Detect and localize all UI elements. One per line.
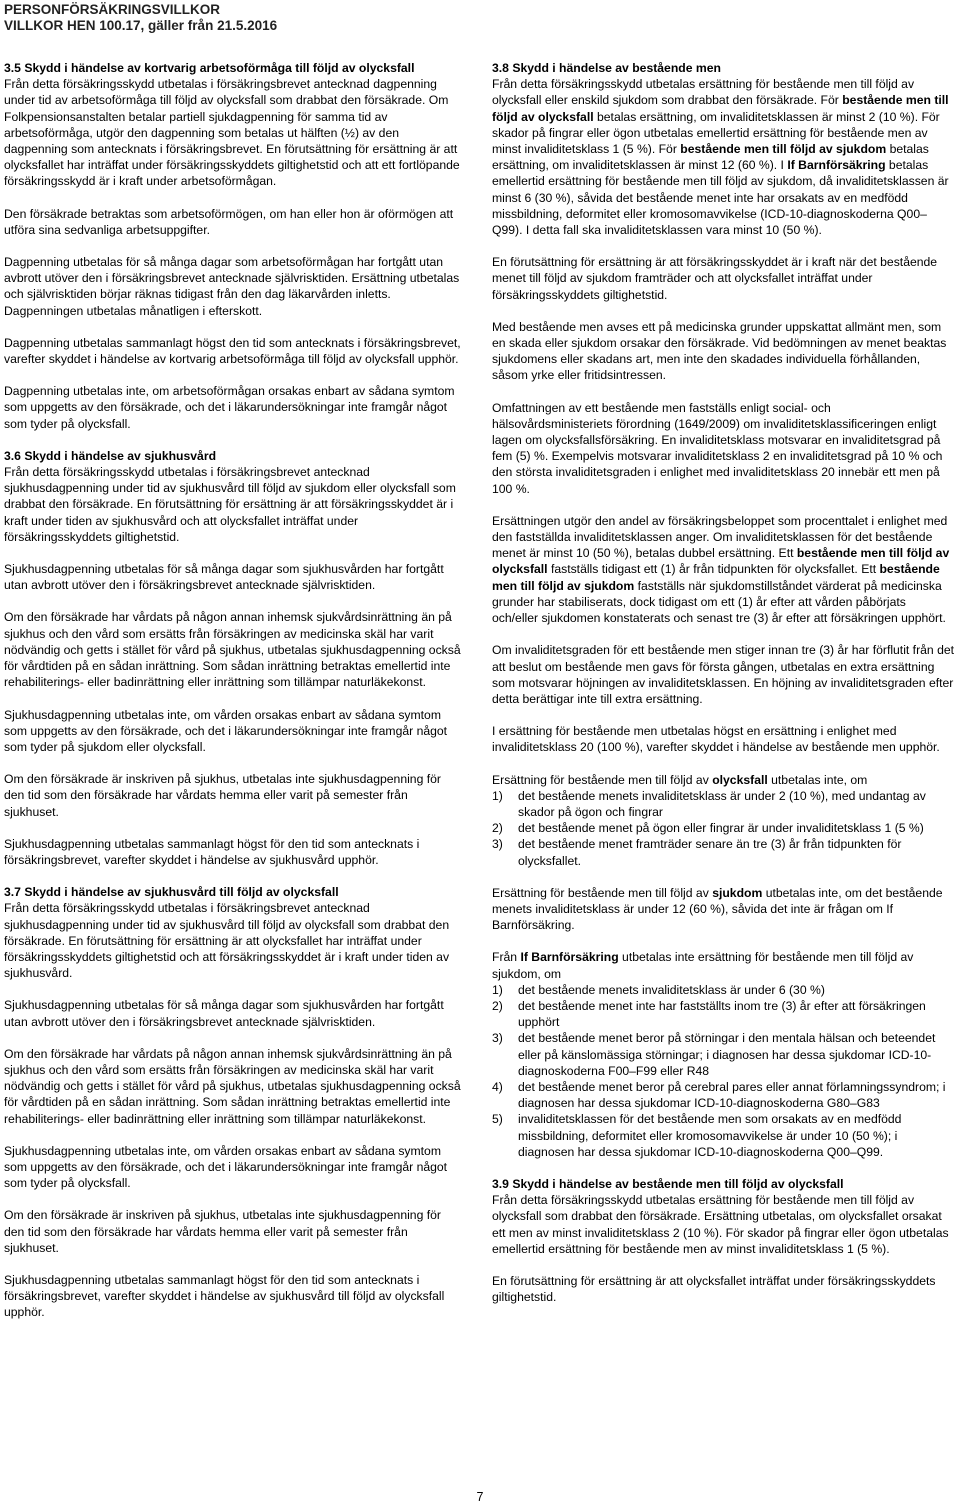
paragraph: Från detta försäkringsskydd utbetalas i försäkringsbrevet antecknad sjukhusdagpenning under tid av sjukhusvård till följd av olycksfall som drabbat den försäkrade. En förutsättning för ersättning är att olycksfallet har inträffat under försäkringsskyddets giltighetstid och att försäkringsskyddet är i kraft under tiden av sjukhusvård. [4, 901, 450, 981]
paragraph: Dagpenning utbetalas inte, om arbetsoförmågan orsakas enbart av sådana symtom som uppgetts av den försäkrade, och det i läkarundersökningar inte framgår något som tyder på olycksfall. [4, 384, 455, 431]
paragraph: Om den försäkrade är inskriven på sjukhus, utbetalas inte sjukhusdagpenning för den tid som den försäkrade har vårdats hemma eller varit på semester från sjukhuset. [4, 772, 441, 819]
paragraph: Om den försäkrade har vårdats på någon annan inhemsk sjukvårdsinrättning än på sjukhus och den vård som ersätts från försäkringen av medicinska skäl har varit nödvändig och getts i stället för vård på sjukhus, utbetalas sjukhusdagpenning också för vårdtiden på en sådan inrättning. Som sådan inrättning betraktas emellertid inte rehabiliterings- eller badinrättning eller inrättning som tillämpar naturläkekonst. [4, 610, 461, 690]
paragraph: Om den försäkrade är inskriven på sjukhus, utbetalas inte sjukhusdagpenning för den tid som den försäkrade har vårdats hemma eller varit på semester från sjukhuset. [4, 1208, 441, 1255]
paragraph: Sjukhusdagpenning utbetalas för så många dagar som sjukhusvården har fortgått utan avbrott utöver den i försäkringsbrevet antecknade självrisktiden. [4, 998, 444, 1029]
paragraph: Sjukhusdagpenning utbetalas för så många dagar som sjukhusvården har fortgått utan avbrott utöver den i försäkringsbrevet antecknade självrisktiden. [4, 562, 444, 593]
list-text: det bestående menets invaliditetsklass är under 2 (10 %), med undantag av skador på ögon och fingrar [518, 788, 926, 819]
paragraph: Om invaliditetsgraden för ett bestående men stiger innan tre (3) år har förflutit från det att beslut om bestående men gavs för första gången, utbetalas en extra ersättning som motsvarar höjningen av invaliditetsklassen. En höjning av invaliditetsgraden efter detta berättigar inte till extra ersättning. [492, 643, 955, 706]
section-3-5-title: 3.5 Skydd i händelse av kortvarig arbetsoförmåga till följd av olycksfall [4, 61, 415, 75]
list-item [492, 982, 954, 998]
paragraph: En förutsättning för ersättning är att olycksfallet inträffat under försäkringsskyddets giltighetstid. [492, 1274, 936, 1305]
list-number: 4) [492, 1079, 503, 1094]
list-text: invaliditetsklassen för det bestående men som orsakats av en medfödd missbildning, deformitet eller kromosomavvikelse är under 10 (50 %); i diagnosen har dessa sjukdomar ICD-10-diagnoskoderna Q00–Q99. [518, 1112, 902, 1159]
paragraph: Med bestående men avses ett på medicinska grunder uppskattat allmänt men, som en skada eller sjukdom orsakar den försäkrade. Vid bedömningen av menet beaktas sjukdomens eller skadans art, men inte den skadades individuella förhållanden, såsom yrke eller fritidsintressen. [492, 319, 947, 383]
paragraph: I ersättning för bestående men utbetalas högst en ersättning i enlighet med invaliditetsklass 20 (100 %), varefter skyddet i händelse av bestående men upphör. [492, 724, 940, 755]
paragraph: Från detta försäkringsskydd utbetalas i försäkringsbrevet antecknad dagpenning under tid av arbetsoförmåga till följd av olycksfall som drabbat den försäkrade. Om Folkpensionsanstalten betalar partiell sjukdagpenning för samma tid av arbetsoförmåga, utgör den dagpenning som betalas ut hälften (½) av den dagpenning som antecknats i försäkringsbrevet. En förutsättning för ersättning är att olycksfallet har inträffat under försäkringsskyddets giltighetstid och att ett fortlöpande försäkringsskydd är i kraft under arbetsoförmågan. [4, 77, 460, 189]
list-number: 1) [492, 788, 503, 803]
paragraph: Sjukhusdagpenning utbetalas inte, om vården orsakas enbart av sådana symtom som uppgetts av den försäkrade, och det i läkarundersökningar inte framgår något som tyder på olycksfall. [4, 1143, 448, 1191]
list-text: det bestående menets invaliditetsklass är under 6 (30 %) [518, 982, 825, 997]
paragraph: Från detta försäkringsskydd utbetalas i försäkringsbrevet antecknad sjukhusdagpenning under tid av sjukhusvård till följd av sjukdom eller olycksfall som drabbat den försäkrade. En förutsättning för ersättning är att försäkringsskyddet är i kraft under tiden av sjukhusvård och att olycksfallet inträffat under försäkringsskyddets giltighetstid. [4, 465, 456, 544]
paragraph: Ersättning för bestående men till följd av olycksfall utbetalas inte, om [492, 772, 868, 787]
list-item [492, 1111, 954, 1160]
list-item [492, 1030, 954, 1079]
list-item [492, 820, 954, 836]
section-3-9-title: 3.9 Skydd i händelse av bestående men till följd av olycksfall [492, 1176, 844, 1191]
paragraph: Dagpenning utbetalas för så många dagar som arbetsoförmågan har fortgått utan avbrott utöver den i försäkringsbrevet antecknade självrisktiden. Ersättning utbetalas och självrisktiden börjar räknas tidigast från den dag läkarvården inletts. Dagpenningen utbetalas månatligen i efterskott. [4, 255, 460, 318]
list-number: 5) [492, 1112, 503, 1127]
list-number: 2) [492, 821, 503, 836]
paragraph: Från If Barnförsäkring utbetalas inte ersättning för bestående men till följd av sjukdom, om [492, 950, 914, 981]
paragraph: Ersättningen utgör den andel av försäkringsbeloppet som procenttalet i enlighet med den fastställda invaliditetsklassen anger. Om invaliditetsklassen för det bestående menet är minst 10 (50 %), betalas dubbel ersättning. Ett bestående men till följd av olycksfall fastställs tidigast ett (1) år från tidpunkten för olycksfallet. Ett bestående men till följd av sjukdom fastställs när sjukdomstillståndet värderat på medicinska grunder har stabiliserats, dock tidigast om ett (1) år efter att vården påbörjats och/eller sjukdomen konstaterats och senast tre (3) år efter att försäkringen upphört. [492, 513, 950, 626]
document-version: VILLKOR HEN 100.17, gäller från 21.5.2016 [4, 18, 278, 33]
paragraph: Från detta försäkringsskydd utbetalas ersättning för bestående men till följd av olycksfall eller enskild sjukdom som drabbat den försäkrade. För bestående men till följd av olycksfall betalas ersättning, om invaliditetsklassen är minst 2 (10 %). För skador på fingrar eller ögon utbetalas emellertid ersättning för bestående men av minst invaliditetsklass 1 (5 %). För bestående men till följd av sjukdom betalas ersättning, om invaliditetsklassen är minst 12 (60 %). I If Barnförsäkring betalas emellertid ersättning för bestående men till följd av sjukdom, då invaliditetsklassen är minst 6 (30 %), såvida det bestående menet inte har orsakats av en medfödd missbildning, deformitet eller kromosomavvikelse (ICD-10-diagnoskoderna Q00–Q99). I detta fall ska invaliditetsklassen vara minst 10 (50 %). [492, 77, 949, 238]
paragraph: Dagpenning utbetalas sammanlagt högst den tid som antecknats i försäkringsbrevet, varefter skyddet i händelse av kortvarig arbetsoförmåga till följd av olycksfall upphör. [4, 335, 461, 367]
paragraph: Ersättning för bestående men till följd av sjukdom utbetalas inte, om det bestående menets invaliditetsklass är under 12 (60 %), såvida det inte är frågan om If Barnförsäkring. [492, 885, 943, 933]
list-number: 2) [492, 998, 503, 1013]
section-3-7-title: 3.7 Skydd i händelse av sjukhusvård till följd av olycksfall [4, 885, 339, 900]
list-text: det bestående menet inte har fastställts inom tre (3) år efter att försäkringen upphört [518, 998, 926, 1030]
list-number: 3) [492, 1031, 503, 1046]
list-text: det bestående menet beror på cerebral pares eller annat förlamningssyndrom; i diagnosen har dessa sjukdomar ICD-10-diagnoskoderna G80–G83 [518, 1079, 946, 1111]
paragraph: En förutsättning för ersättning är att försäkringsskyddet är i kraft när det bestående menet till följd av sjukdom framträder och att olycksfallet inträffat under försäkringsskyddets giltighetstid. [492, 255, 938, 302]
numbered-list [492, 982, 954, 1160]
list-item [492, 1079, 954, 1111]
numbered-list [492, 788, 954, 869]
left-column [4, 60, 464, 1337]
document-category: PERSONFÖRSÄKRINGSVILLKOR [4, 2, 221, 17]
paragraph: Sjukhusdagpenning utbetalas sammanlagt högst för den tid som antecknats i försäkringsbrevet, varefter skyddet i händelse av sjukhusvård till följd av olycksfall upphör. [4, 1272, 445, 1320]
list-text: det bestående menet framträder senare än tre (3) år från tidpunkten för olycksfallet. [518, 837, 902, 868]
list-item [492, 998, 954, 1030]
paragraph: Sjukhusdagpenning utbetalas inte, om vården orsakas enbart av sådana symtom som uppgetts av den försäkrade, och det i läkarundersökningar inte framgår något som tyder på sjukdom eller olycksfall. [4, 707, 448, 754]
paragraph: Den försäkrade betraktas som arbetsoförmögen, om han eller hon är oförmögen att utföra sina sedvanliga arbetsuppgifter. [4, 206, 454, 237]
list-text: det bestående menet på ögon eller fingrar är under invaliditetsklass 1 (5 %) [518, 821, 924, 836]
list-number: 3) [492, 837, 503, 852]
list-number: 1) [492, 982, 503, 997]
paragraph: Från detta försäkringsskydd utbetalas ersättning för bestående men till följd av olycksfall som drabbat den försäkrade. Ersättning utbetalas, om olycksfallet orsakat ett men av minst invaliditetsklass 2 (10 %). För skador på fingrar eller ögon utbetalas emellertid ersättning för bestående men av minst invaliditetsklass 1 (5 %). [492, 1193, 949, 1256]
right-column [492, 60, 954, 1321]
section-3-6-title: 3.6 Skydd i händelse av sjukhusvård [4, 448, 217, 463]
section-3-8-title: 3.8 Skydd i händelse av bestående men [492, 61, 721, 75]
list-text: det bestående menet beror på störningar i den mentala hälsan och beteendet eller på känslomässiga störningar; i diagnosen har dessa sjukdomar ICD-10-diagnoskoderna F00–F99 eller R48 [518, 1031, 936, 1078]
page-number: 7 [476, 1490, 484, 1504]
paragraph: Om den försäkrade har vårdats på någon annan inhemsk sjukvårdsinrättning än på sjukhus och den vård som ersätts från försäkringen av medicinska skäl har varit nödvändig och getts i stället för vård på sjukhus, utbetalas sjukhusdagpenning också för vårdtiden på en sådan inrättning. Som sådan inrättning betraktas emellertid inte rehabiliterings- eller badinrättning eller inrättning som tillämpar naturläkekonst. [4, 1046, 461, 1126]
list-item [492, 788, 954, 820]
list-item [492, 836, 954, 868]
paragraph: Omfattningen av ett bestående men fastställs enligt social- och hälsovårdsministeriets förordning (1649/2009) om invaliditetsklassificeringen enligt lagen om olycksfallsförsäkring. En invaliditetsklass motsvarar en invaliditetsgrad på fem (5) %. Exempelvis motsvarar invaliditetsklass 2 en invaliditetsgrad på 10 % och den största invaliditetsgraden i enlighet med invaliditetsklass 20 innebär ett men på 100 %. [492, 400, 943, 496]
document-header [4, 2, 277, 34]
paragraph: Sjukhusdagpenning utbetalas sammanlagt högst för den tid som antecknats i försäkringsbrevet, varefter skyddet i händelse av sjukhusvård upphör. [4, 836, 420, 867]
